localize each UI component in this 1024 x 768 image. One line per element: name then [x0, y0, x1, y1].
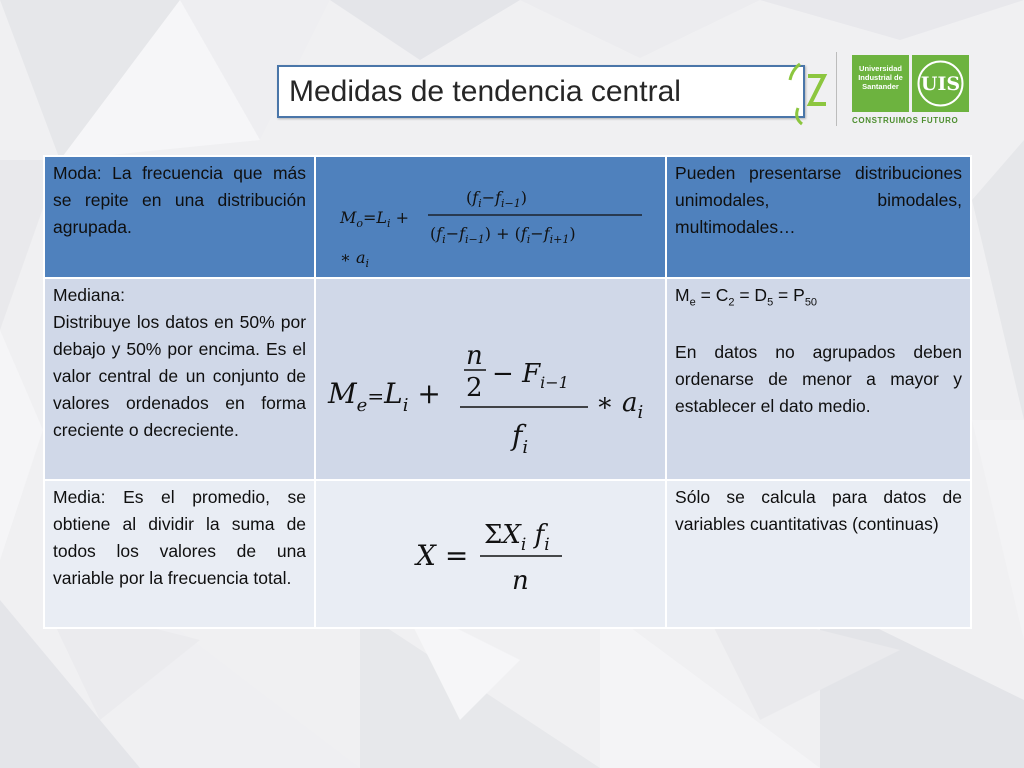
cell-notes-moda	[666, 156, 971, 278]
notes-moda: Pueden presentarse distribuciones unimodales, bimodales, multimodales…	[675, 163, 962, 237]
university-name: Universidad Industrial de Santander	[858, 64, 903, 91]
concept-moda: Moda: La frecuencia que más se repite en una distribución agrupada.	[53, 163, 307, 237]
svg-text:Me=Li +: $M_e^=L_i$ +	[328, 377, 441, 416]
notes-mediana-identity: $M_e = C_2 = D_5 = P_{50}$	[675, 285, 818, 309]
svg-text:(fi−fi−1): $(f_i-f_{i-1})$	[466, 188, 528, 210]
svg-text:ΣXi fi: $\Sigma X_i$ $f_i$	[484, 520, 550, 555]
university-name-logo	[852, 55, 909, 112]
uis-monogram: UIS	[920, 73, 961, 95]
svg-text:(fi−fi−1) + (fi−fi+1): $(f_i-f_{i-1}) + (f_i-f_{i+1})$	[430, 224, 576, 246]
svg-text:Mo=Li +: $M_o=L_i$ +	[340, 208, 410, 230]
svg-text:∗ ai: ∗ $a_i$	[596, 388, 644, 423]
cell-concept-moda	[44, 156, 315, 278]
logo-motto: CONSTRUIMOS FUTURO	[852, 116, 959, 125]
svg-text:X =: X =	[416, 539, 469, 572]
svg-text:− Fi−1: − $F_{i-1}$	[492, 359, 569, 392]
slide-title-box	[277, 65, 805, 118]
cell-notes-media	[666, 480, 971, 628]
notes-mediana: En datos no agrupados deben ordenarse de menor a mayor y establecer el dato medio.	[675, 341, 962, 416]
table-row-mediana	[44, 278, 971, 480]
central-tendency-table	[43, 155, 972, 629]
cell-notes-mediana	[666, 278, 971, 480]
cell-concept-mediana	[44, 278, 315, 480]
cell-formula-moda	[315, 156, 666, 278]
svg-text:n: n	[466, 341, 483, 371]
uis-monogram-logo	[912, 55, 969, 112]
cell-concept-media	[44, 480, 315, 628]
svg-text:2: 2	[466, 373, 483, 403]
formula-mediana	[316, 279, 665, 471]
concept-mediana-title: Mediana:	[53, 285, 125, 305]
svg-text:n: n	[512, 566, 529, 596]
table-row-media	[44, 480, 971, 628]
notes-media: Sólo se calcula para datos de variables cuantitativas (continuas)	[675, 487, 962, 534]
concept-media: Media: Es el promedio, se obtiene al dividir la suma de todos los valores de una variable por la frecuencia total.	[53, 487, 307, 588]
cell-formula-mediana	[315, 278, 666, 480]
svg-text:fi: $f_i$	[512, 419, 529, 458]
svg-text:∗ ai: ∗ $a_i$	[340, 248, 370, 269]
slide-title: Medidas de tendencia central	[289, 75, 681, 108]
table-row-moda	[44, 156, 971, 278]
logo-divider	[836, 52, 837, 126]
partner-logo-icon	[778, 60, 830, 126]
uis-seal-icon	[912, 55, 969, 112]
formula-media	[316, 481, 665, 619]
formula-moda	[316, 157, 665, 269]
concept-mediana: Distribuye los datos en 50% por debajo y 50% por encima. Es el valor central de un conjunto de valores ordenados en forma creciente o decreciente.	[53, 312, 307, 440]
cell-formula-media	[315, 480, 666, 628]
